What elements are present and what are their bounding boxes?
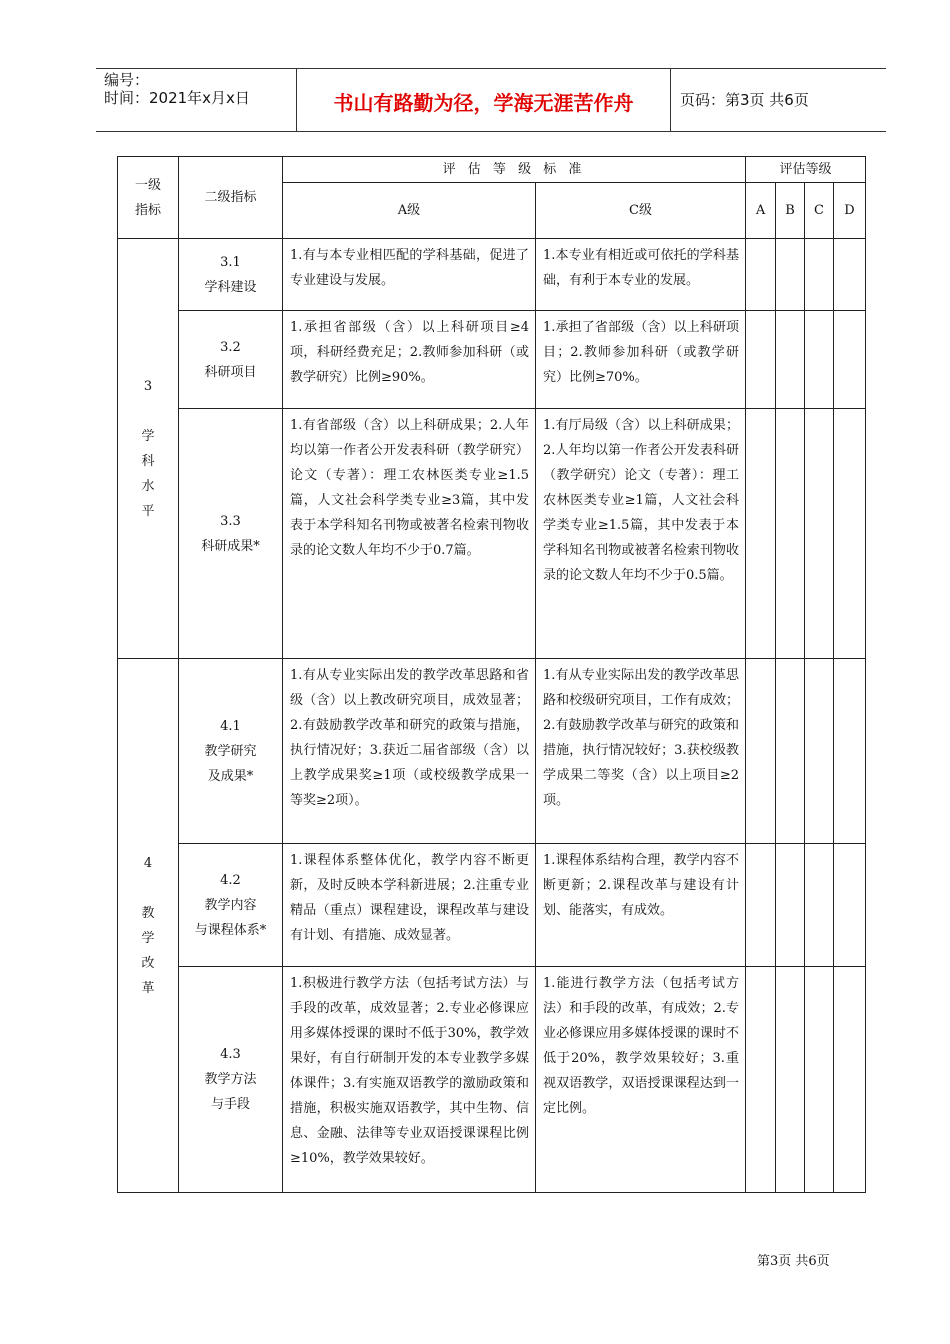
level2-indicator: 3.3 科研成果* [179,409,283,659]
header-standard: 评 估 等 级 标 准 [283,157,746,183]
time-label: 时间：2021年x月x日 [104,89,250,107]
level1-indicator: 3 学 科 水 平 [118,239,179,659]
header-level1: 一级 指标 [118,157,179,239]
page-header [96,68,886,132]
rating-cell-b[interactable] [776,844,805,967]
rating-cell-c[interactable] [805,844,834,967]
grade-c-criteria: 1.有厅局级（含）以上科研成果；2.人年均以第一作者公开发表科研（教学研究）论文（专著）：理工农林医类专业≥1篇，人文社会科学类专业≥1.5篇，其中发表于本学科知名刊物或被著名检索刊物收录的论文数人年均不少于0.5篇。 [536,409,746,659]
rating-cell-d[interactable] [834,409,866,659]
level2-indicator: 3.2 科研项目 [179,311,283,409]
rating-cell-a[interactable] [746,311,776,409]
level2-indicator: 4.2 教学内容 与课程体系* [179,844,283,967]
header-grade-a-standard: A级 [283,183,536,239]
header-motto: 书山有路勤为径，学海无涯苦作舟 [333,91,634,115]
serial-label: 编号： [104,71,150,89]
rating-cell-c[interactable] [805,967,834,1193]
rating-cell-c[interactable] [805,409,834,659]
grade-a-criteria: 1.有省部级（含）以上科研成果；2.人年均以第一作者公开发表科研（教学研究）论文（专著）：理工农林医类专业≥1.5篇，人文社会科学类专业≥3篇，其中发表于本学科知名刊物或被著名检索刊物收录的论文数人年均不少于0.7篇。 [283,409,536,659]
header-grade-b: B [776,183,805,239]
grade-a-criteria: 1.积极进行教学方法（包括考试方法）与手段的改革，成效显著；2.专业必修课应用多媒体授课的课时不低于30%，教学效果好，有自行研制开发的本专业教学多媒体课件；3.有实施双语教学的激励政策和措施，积极实施双语教学，其中生物、信息、金融、法律等专业双语授课课程比例≥10%，教学效果较好。 [283,967,536,1193]
rating-cell-a[interactable] [746,967,776,1193]
rating-cell-b[interactable] [776,311,805,409]
header-grade-a: A [746,183,776,239]
rating-cell-a[interactable] [746,239,776,311]
header-grade-d: D [834,183,866,239]
rating-cell-a[interactable] [746,409,776,659]
grade-a-criteria: 1.有与本专业相匹配的学科基础，促进了专业建设与发展。 [283,239,536,311]
level2-indicator: 3.1 学科建设 [179,239,283,311]
header-meta [104,71,300,107]
header-grade-c: C [805,183,834,239]
rating-cell-b[interactable] [776,659,805,844]
table-row [118,409,866,659]
table-row [118,239,866,311]
grade-a-criteria: 1.承担省部级（含）以上科研项目≥4项，科研经费充足；2.教师参加科研（或教学研究）比例≥90%。 [283,311,536,409]
level2-indicator: 4.1 教学研究 及成果* [179,659,283,844]
table-row [118,967,866,1193]
rating-cell-c[interactable] [805,311,834,409]
table-row [118,844,866,967]
grade-c-criteria: 1.本专业有相近或可依托的学科基础，有利于本专业的发展。 [536,239,746,311]
grade-c-criteria: 1.有从专业实际出发的教学改革思路和校级研究项目，工作有成效；2.有鼓励教学改革与研究的政策和措施，执行情况较好；3.获校级教学成果二等奖（含）以上项目≥2项。 [536,659,746,844]
rating-cell-c[interactable] [805,659,834,844]
header-divider [670,69,671,131]
grade-a-criteria: 1.有从专业实际出发的教学改革思路和省级（含）以上教改研究项目，成效显著；2.有鼓励教学改革和研究的政策与措施，执行情况好；3.获近二届省部级（含）以上教学成果奖≥1项（或校级教学成果一等奖≥2项）。 [283,659,536,844]
grade-c-criteria: 1.能进行教学方法（包括考试方法）和手段的改革，有成效；2.专业必修课应用多媒体授课的课时不低于20%，教学效果较好；3.重视双语教学，双语授课课程达到一定比例。 [536,967,746,1193]
level1-indicator: 4 教 学 改 革 [118,659,179,1193]
rating-cell-d[interactable] [834,239,866,311]
grade-c-criteria: 1.承担了省部级（含）以上科研项目；2.教师参加科研（或教学研究）比例≥70%。 [536,311,746,409]
footer-page-info: 第3页 共6页 [757,1254,830,1269]
header-page-info: 页码：第3页 共6页 [680,91,809,109]
header-level2: 二级指标 [179,157,283,239]
rating-cell-c[interactable] [805,239,834,311]
header-grade-c-standard: C级 [536,183,746,239]
rating-cell-d[interactable] [834,967,866,1193]
rating-cell-b[interactable] [776,967,805,1193]
header-rating: 评估等级 [746,157,866,183]
rating-cell-d[interactable] [834,844,866,967]
grade-c-criteria: 1.课程体系结构合理，教学内容不断更新；2.课程改革与建设有计划、能落实，有成效。 [536,844,746,967]
table-header-row [118,157,866,183]
grade-a-criteria: 1.课程体系整体优化，教学内容不断更新，及时反映本学科新进展；2.注重专业精品（重点）课程建设，课程改革与建设有计划、有措施、成效显著。 [283,844,536,967]
rating-cell-d[interactable] [834,311,866,409]
level2-indicator: 4.3 教学方法 与手段 [179,967,283,1193]
table-row [118,659,866,844]
rating-cell-b[interactable] [776,409,805,659]
table-row [118,311,866,409]
evaluation-table [117,156,866,1193]
rating-cell-a[interactable] [746,844,776,967]
rating-cell-d[interactable] [834,659,866,844]
rating-cell-b[interactable] [776,239,805,311]
rating-cell-a[interactable] [746,659,776,844]
